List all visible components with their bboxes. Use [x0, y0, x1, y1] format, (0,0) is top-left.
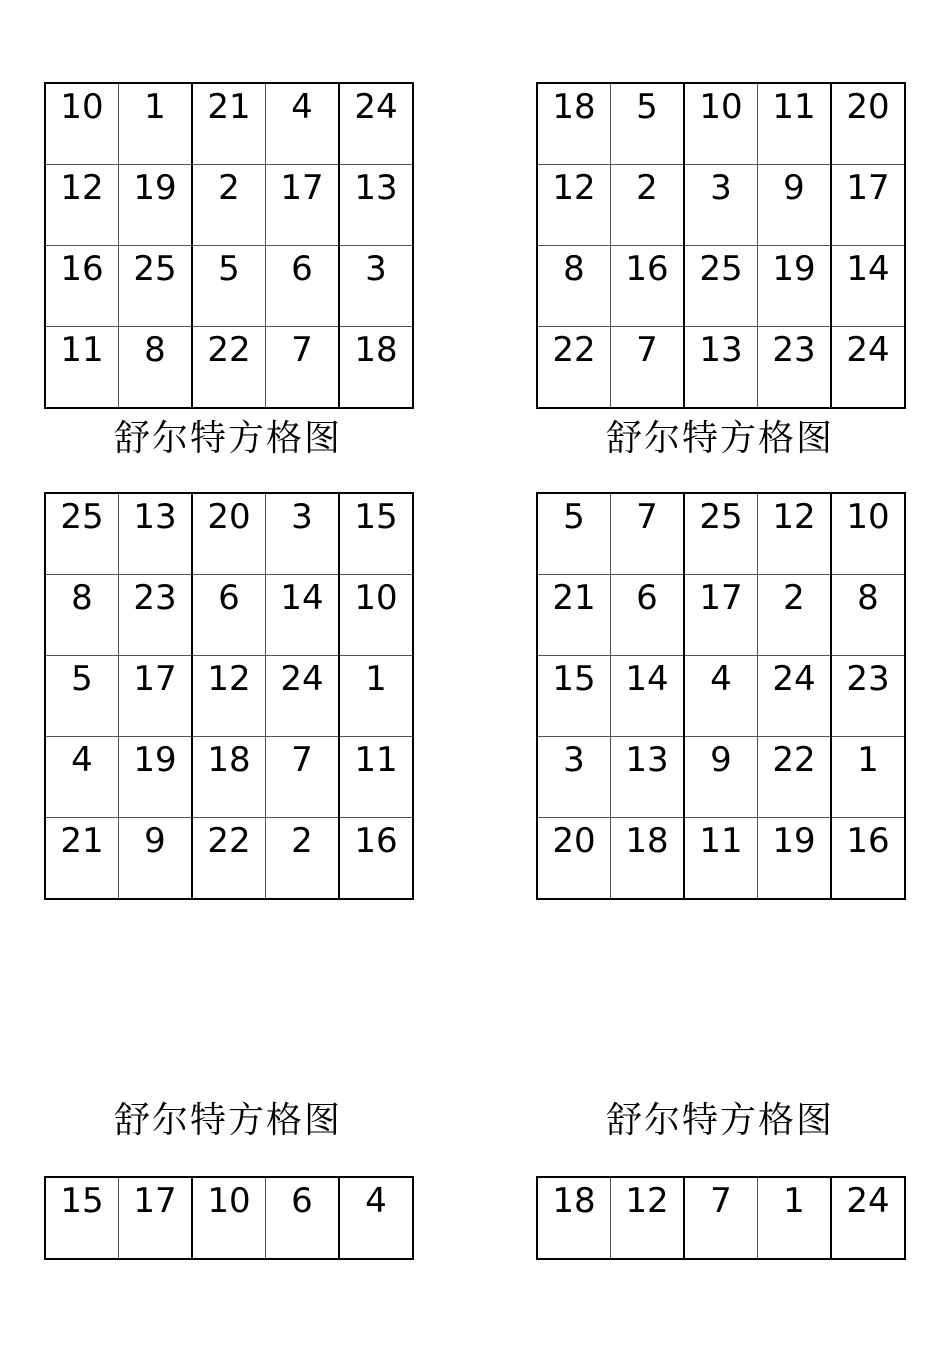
grid-cell: 13 — [119, 493, 193, 575]
grid-cell: 10 — [45, 83, 119, 165]
grid-cell: 16 — [339, 818, 413, 900]
grid-cell: 1 — [758, 1177, 832, 1259]
grid-row — [45, 493, 413, 575]
grid-cell: 18 — [192, 737, 266, 818]
grid-cell: 7 — [611, 327, 685, 409]
grid-row — [537, 818, 905, 900]
grid-row — [537, 493, 905, 575]
grid-cell: 11 — [339, 737, 413, 818]
grid-cell: 6 — [192, 575, 266, 656]
grid-cell: 14 — [266, 575, 340, 656]
grid-caption-1: 舒尔特方格图 — [113, 418, 342, 459]
grid-cell: 22 — [537, 327, 611, 409]
grid-cell: 14 — [611, 656, 685, 737]
schulte-grid-1 — [44, 82, 414, 409]
grid-cell: 6 — [266, 246, 340, 327]
grid-row — [537, 737, 905, 818]
grid-cell: 7 — [611, 493, 685, 575]
grid-cell: 25 — [684, 493, 758, 575]
schulte-grid-5 — [44, 1176, 414, 1260]
grid-cell: 18 — [611, 818, 685, 900]
grid-cell: 8 — [831, 575, 905, 656]
grid-cell: 3 — [339, 246, 413, 327]
grid-row — [537, 575, 905, 656]
grid-cell: 7 — [266, 327, 340, 409]
grid-cell: 12 — [537, 165, 611, 246]
grid-cell: 12 — [611, 1177, 685, 1259]
grid-cell: 5 — [537, 493, 611, 575]
grid-cell: 11 — [758, 83, 832, 165]
grid-cell: 16 — [611, 246, 685, 327]
grid-cell: 25 — [684, 246, 758, 327]
grid-cell: 24 — [339, 83, 413, 165]
grid-row — [45, 327, 413, 409]
grid-cell: 11 — [45, 327, 119, 409]
grid-cell: 9 — [119, 818, 193, 900]
grid-cell: 18 — [339, 327, 413, 409]
grid-row — [45, 737, 413, 818]
schulte-grid-4 — [536, 492, 906, 900]
grid-cell: 23 — [119, 575, 193, 656]
grid-cell: 17 — [684, 575, 758, 656]
grid-cell: 6 — [266, 1177, 340, 1259]
grid-cell: 13 — [611, 737, 685, 818]
grid-cell: 20 — [192, 493, 266, 575]
grid-cell: 5 — [611, 83, 685, 165]
grid-cell: 21 — [192, 83, 266, 165]
grid-cell: 8 — [119, 327, 193, 409]
grid-cell: 22 — [192, 327, 266, 409]
grid-cell: 24 — [758, 656, 832, 737]
schulte-grid-6 — [536, 1176, 906, 1260]
grid-cell: 13 — [684, 327, 758, 409]
grid-cell: 1 — [831, 737, 905, 818]
grid-cell: 17 — [119, 656, 193, 737]
grid-row — [537, 165, 905, 246]
grid-cell: 3 — [684, 165, 758, 246]
grid-cell: 16 — [831, 818, 905, 900]
grid-cell: 7 — [684, 1177, 758, 1259]
grid-cell: 23 — [758, 327, 832, 409]
grid-cell: 21 — [537, 575, 611, 656]
grid-cell: 17 — [831, 165, 905, 246]
grid-cell: 13 — [339, 165, 413, 246]
grid-cell: 20 — [831, 83, 905, 165]
grid-cell: 2 — [758, 575, 832, 656]
grid-row — [537, 656, 905, 737]
grid-cell: 17 — [119, 1177, 193, 1259]
grid-cell: 22 — [758, 737, 832, 818]
grid-cell: 4 — [266, 83, 340, 165]
grid-cell: 16 — [45, 246, 119, 327]
schulte-grid-2 — [536, 82, 906, 409]
grid-cell: 10 — [831, 493, 905, 575]
grid-cell: 11 — [684, 818, 758, 900]
grid-cell: 2 — [192, 165, 266, 246]
grid-cell: 23 — [831, 656, 905, 737]
grid-cell: 3 — [537, 737, 611, 818]
grid-cell: 9 — [758, 165, 832, 246]
grid-cell: 10 — [339, 575, 413, 656]
grid-row — [45, 83, 413, 165]
grid-caption-2: 舒尔特方格图 — [605, 418, 834, 459]
grid-row — [45, 165, 413, 246]
grid-cell: 15 — [45, 1177, 119, 1259]
grid-cell: 12 — [758, 493, 832, 575]
grid-cell: 19 — [119, 165, 193, 246]
schulte-grid-3 — [44, 492, 414, 900]
grid-cell: 25 — [45, 493, 119, 575]
grid-cell: 5 — [45, 656, 119, 737]
grid-cell: 14 — [831, 246, 905, 327]
grid-cell: 24 — [831, 327, 905, 409]
grid-cell: 2 — [611, 165, 685, 246]
grid-cell: 19 — [119, 737, 193, 818]
grid-row — [45, 246, 413, 327]
grid-cell: 18 — [537, 1177, 611, 1259]
grid-cell: 5 — [192, 246, 266, 327]
grid-cell: 22 — [192, 818, 266, 900]
grid-row — [45, 818, 413, 900]
grid-cell: 19 — [758, 818, 832, 900]
grid-cell: 19 — [758, 246, 832, 327]
grid-cell: 12 — [192, 656, 266, 737]
grid-cell: 24 — [831, 1177, 905, 1259]
grid-cell: 25 — [119, 246, 193, 327]
grid-cell: 4 — [339, 1177, 413, 1259]
grid-cell: 10 — [684, 83, 758, 165]
grid-row — [537, 246, 905, 327]
grid-cell: 3 — [266, 493, 340, 575]
grid-cell: 8 — [537, 246, 611, 327]
grid-cell: 9 — [684, 737, 758, 818]
grid-cell: 8 — [45, 575, 119, 656]
grid-cell: 2 — [266, 818, 340, 900]
grid-cell: 21 — [45, 818, 119, 900]
grid-cell: 7 — [266, 737, 340, 818]
grid-cell: 10 — [192, 1177, 266, 1259]
grid-row — [45, 656, 413, 737]
grid-cell: 24 — [266, 656, 340, 737]
grid-cell: 1 — [339, 656, 413, 737]
grid-cell: 17 — [266, 165, 340, 246]
grid-cell: 6 — [611, 575, 685, 656]
grid-cell: 15 — [537, 656, 611, 737]
grid-cell: 1 — [119, 83, 193, 165]
grid-cell: 18 — [537, 83, 611, 165]
grid-cell: 4 — [684, 656, 758, 737]
grid-row — [45, 575, 413, 656]
grid-cell: 20 — [537, 818, 611, 900]
grid-row — [537, 1177, 905, 1259]
grid-cell: 15 — [339, 493, 413, 575]
grid-row — [537, 83, 905, 165]
grid-row — [45, 1177, 413, 1259]
grid-cell: 4 — [45, 737, 119, 818]
grid-caption-4: 舒尔特方格图 — [605, 1100, 834, 1141]
grid-caption-3: 舒尔特方格图 — [113, 1100, 342, 1141]
grid-row — [537, 327, 905, 409]
grid-cell: 12 — [45, 165, 119, 246]
